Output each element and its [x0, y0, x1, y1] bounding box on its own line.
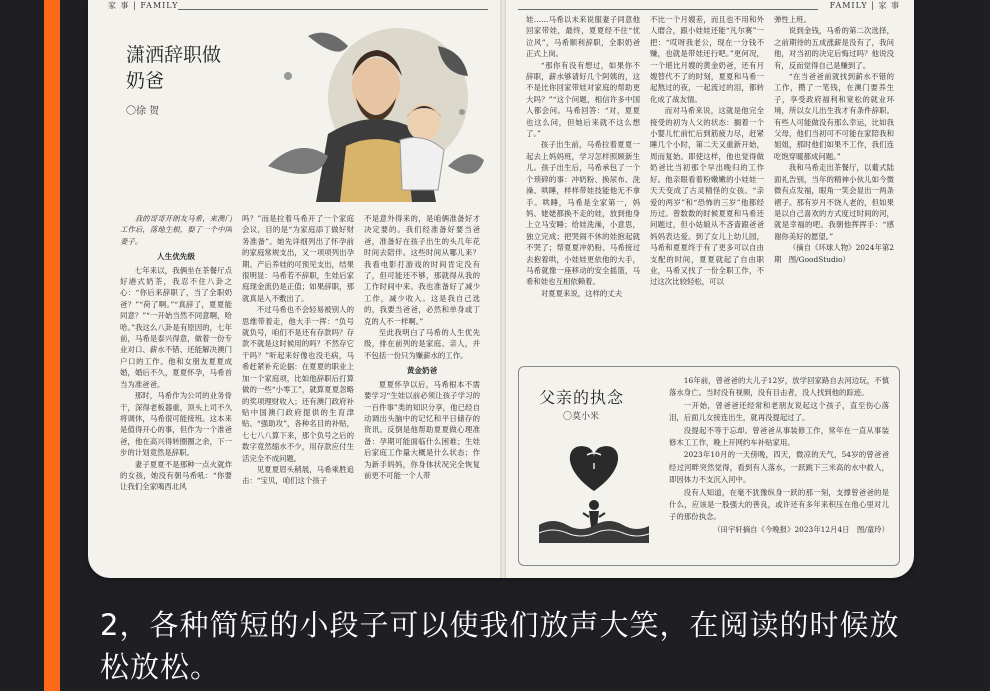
- paragraph: 没有人知道，在毫不犹豫纵身一跃的那一刻，支撑曾爸爸的是什么，应该是一股强大的善良，或许还有多年来积压在他心里对儿子的那份执念。: [669, 487, 889, 522]
- article-a-column-3: [364, 213, 480, 571]
- paragraph: 不是意外得来的，是咱俩准备好才决定要的。我们经准备好要当爸爸，准备好在孩子出生的头几年花时间去陪伴。这些时间从哪儿来？我看电影打游戏的时间肯定没有了，但可能还不够，那就得从我的工作时间中来。我也准备好了减少工作，减少收入。这是我自己选的，我要当爸爸，必然和单身或丁克的人不一样啊。”: [364, 214, 480, 326]
- paragraph: “在当爸爸前就找到薪水不错的工作，攒了一笔钱，在澳门要养生子，享受政府福利和宽松的就业环境，所以女儿出生我才有条件辞职。有些人可能做没有那么幸运，比如我父母，他们当初可不可能在家陪我和姐姐，那时他们如果不工作，我们连吃饱穿暖都成问题。”: [774, 72, 894, 161]
- paragraph: 妻子夏夏不是那种一点火就炸的女孩，她没有朝马希吼：“你要让我们全家喝西北风: [120, 459, 232, 492]
- article-a-heading: [126, 42, 236, 142]
- paragraph: 我和马希走出茶餐厅，以葡式陆面礼告别，当年的精神小伙儿如今微微有点发福，眼角一笑会显出一两条褶子。那有岁月不饶人老的，但如果是以自己喜欢的方式度过时间的河，就是幸福的吧。我朝他挥挥手：“感谢你美好的愿望。”: [774, 163, 894, 241]
- article-b-author: 〇莫小米: [563, 412, 600, 422]
- subheading-golden-dad: 黄金奶爸: [406, 366, 438, 376]
- paragraph: 2023年10月的一天傍晚，四天，微凉的天气，54岁的曾爸爸经过河畔突然觉得，看到有人落水，一跃跳下三米高的水中救人，即因体力不支沉入河中。: [669, 450, 889, 485]
- heart-sea-illustration: [539, 433, 649, 543]
- article-b-source: （田宇轩摘自《今晚报》2023年12月4日 图/童玲）: [713, 524, 889, 534]
- page-spine: [500, 0, 506, 578]
- article-a-intro: 我的哥哥开朗友马希，来澳门工作后，落地生根，娶了一个中国妻子。: [120, 214, 232, 246]
- running-head-rule-left: [178, 9, 488, 10]
- article-a-column-1: [120, 213, 232, 571]
- paragraph: 说到金钱，马希的第二次选择，之前期待的五成涨薪是没有了，我问他，对当初的决定后悔过吗？他说没有，反而觉得自己是赚到了。: [774, 26, 894, 70]
- paragraph: 而对马希来说，这就是他完全接受的初为人父的状态：搁着一个小婴儿忙前忙后到筋疲力尽，赶紧睡几个小时，第二天又重新开始，周而复始。即使这样，他也觉得做奶爸比当初那个早出晚归的工作好。他亲眼看着粉嫩嫩的小娃娃一天天变成了古灵精怪的女孩。“亲爱的两岁”和“恐怖的三岁”他都经历过。曾数数的时候夏夏和马希还问题过，但小姑娘从不吝啬跟爸爸妈妈表达爱。到了女儿上幼儿园，马希和夏夏终于有了更多可以自由支配的时间，夏夏就起了自由职业，马希又找了一份全职工作，不过这次比较轻松，可以: [650, 106, 764, 287]
- paragraph: 见夏夏眉头稍展，马希乘胜追击：“宝贝，咱们这个孩子: [242, 464, 354, 486]
- paragraph: 至此我明白了马希的人生优先级，排在前列的是家庭、亲人，并不包括一份只为赚薪水的工作。: [364, 328, 480, 360]
- paragraph: 七年来以，我俩坐在茶餐厅点好港式奶茶，我忍不住八卦之心：“你后来辞职了，当了全职奶爸？”“荷了啊。”“真辞了，夏夏能同意？”“一开始当然不同意啊，哈哈。”我这么八卦是有原因的，七年前，马希是泰兴得意，做着一份专业对口、薪水不错、还能解决澳门户口的工作。他和女朋友夏夏成婚，婚后不久，夏夏怀孕，马希首当为准爸爸。: [120, 265, 232, 389]
- article-b-title: 父亲的执念: [539, 388, 625, 407]
- magazine-spread: [88, 0, 914, 578]
- accent-bar: [44, 0, 60, 691]
- paragraph: 一开始，曾爸爸还经常和老朋友说起这个孩子，直至伤心落泪，后面儿女接连出生，就再没提起过了。: [669, 400, 889, 423]
- paragraph: 对夏夏来说，这样的丈夫: [540, 288, 623, 298]
- article-a-source: （摘自《环球人物》2024年第2期 图/GoodStudio）: [774, 243, 894, 264]
- caption-text: 2，各种简短的小段子可以使我们放声大笑，在阅读的时候放松放松。: [100, 608, 900, 684]
- article-b-text: [669, 375, 889, 561]
- paragraph: 不比一个月嫂差，而且也不用和外人磨合，跟小娃娃还能“凡尔赛”一把：“哎呀我老公，现在一分钱不赚，也就是带娃还行吧。”更何况，一个堪比月嫂的黄金奶爸，还有月嫂替代不了的时刻，夏夏和马希一起熬过的夜，一起流过的泪，都转化成了战友情。: [650, 15, 764, 104]
- subheading-priority: 人生优先级: [157, 252, 195, 262]
- running-head-right: FAMILY | 家 事: [829, 1, 900, 10]
- paragraph: 弹性上班。: [774, 15, 811, 24]
- paragraph: 没提起不等于忘却。曾爸爸从事装修工作，常年在一直从事装修木工工作，晚上开网约车补贴家用。: [669, 425, 889, 448]
- article-a-cont-column-1: [526, 14, 640, 359]
- article-a-cont-column-3: [774, 14, 894, 359]
- article-a-cont-column-2: [650, 14, 764, 359]
- running-head-left: 家 事 | FAMILY: [108, 1, 179, 10]
- article-a-author: 〇徐 贺: [126, 106, 160, 117]
- paragraph: 16年前，曾爸爸的大儿子12岁，放学回家路自去河边玩，不慎落水身亡。当时没有视频，没有目击者，没人找到他的踪迹。: [669, 376, 889, 398]
- article-a-title: 潇洒辞职做奶爸: [126, 44, 222, 92]
- paragraph: 那时，马希作为公司的业务骨干，深得老板器重，顶头上司不久将调休，马希很可能接班。这本来是值得开心的事，但作为一个准爸爸，他在高兴得转圈圈之余，下一步的计划竟然是辞职。: [120, 391, 232, 458]
- paragraph: 娃……马希以未来说服妻子同意他回家带娃，最终，夏夏经不住“忧泣风”，马希顺利辞职，全职奶爸正式上岗。: [526, 15, 640, 59]
- paragraph: 吗？”而是拉着马希开了一个家庭会议，目的是“为家庭添丁做好财务准备”。她先详细列出了怀孕前的家庭常规支出，又一项项列出孕期、产后养娃的可预见支出，结果很明显：马希若不辞职，生娃后家庭现金流仍是正值；如果辞职，那就真是入不敷出了。: [242, 214, 354, 303]
- paragraph: 不过马希也不会轻易被别人的思维带着走，他大手一挥：“负号就负号，咱们不是还有存款吗？存款不就是这时候用的吗？不然存它干吗？”听起来好像也没毛病，马希赶紧补充论据：在夏夏的职业上加一个家庭项，比如他辞职后打算做的一些“小零工”，就算夏夏忽略的奖项理财收入；还有澳门政府补贴中国澳门政府提供的生育津贴、“强助攻”，各种名目的补贴，七七八八算下来，那个负号之后的数字竟然缩水不少，用存款应付生活完全不成问题。: [242, 305, 354, 463]
- paragraph: “那你有没有想过，如果你不辞职，薪水够请好几个阿姨的，这不是比你回家带娃对家庭的帮助更大吗？”“这个问题，相信许多中国人都会问。马希回答：“对，夏夏也这么问，但她后来就不这么想了。”: [526, 60, 640, 139]
- running-head-rule-right: [518, 9, 818, 10]
- father-baby-illustration: [248, 16, 486, 202]
- paragraph: 孩子出生前，马希拉着夏夏一起去上妈妈班，学习怎样照顾新生儿。孩子出生后，马希承包了一个个琐碎的事：冲奶粉、换尿布、洗澡、哄睡，样样带娃技能他无不拿手。哄睡，马希是全家第一，妈妈、姥姥都换不走的娃，放到他身上立马安睡；给娃洗澡，小意思，独立完成；把哭闹不休的娃抱起就不哭了；帮夏夏冲奶粉、马希接过去抱着哄，小娃娃更依他的大手，马希就像一座移动的安全摇篮，马希和娃也互相依赖着。: [526, 140, 640, 287]
- article-a-column-2: [242, 213, 354, 571]
- article-b-box: [518, 366, 900, 566]
- paragraph: 夏夏怀孕以后，马希根本不需要学习“生娃以前必须让孩子学习的一百件事”类的知识分享，他已经自动调出头脑中的记忆和平日储存的资讯。反倒是他帮助夏夏做心理准备：孕期可能面临什么困难；生娃后家庭工作量大概是什么状态；作为新手妈妈，你身体状况完全恢复前更不可能一个人带: [364, 379, 480, 480]
